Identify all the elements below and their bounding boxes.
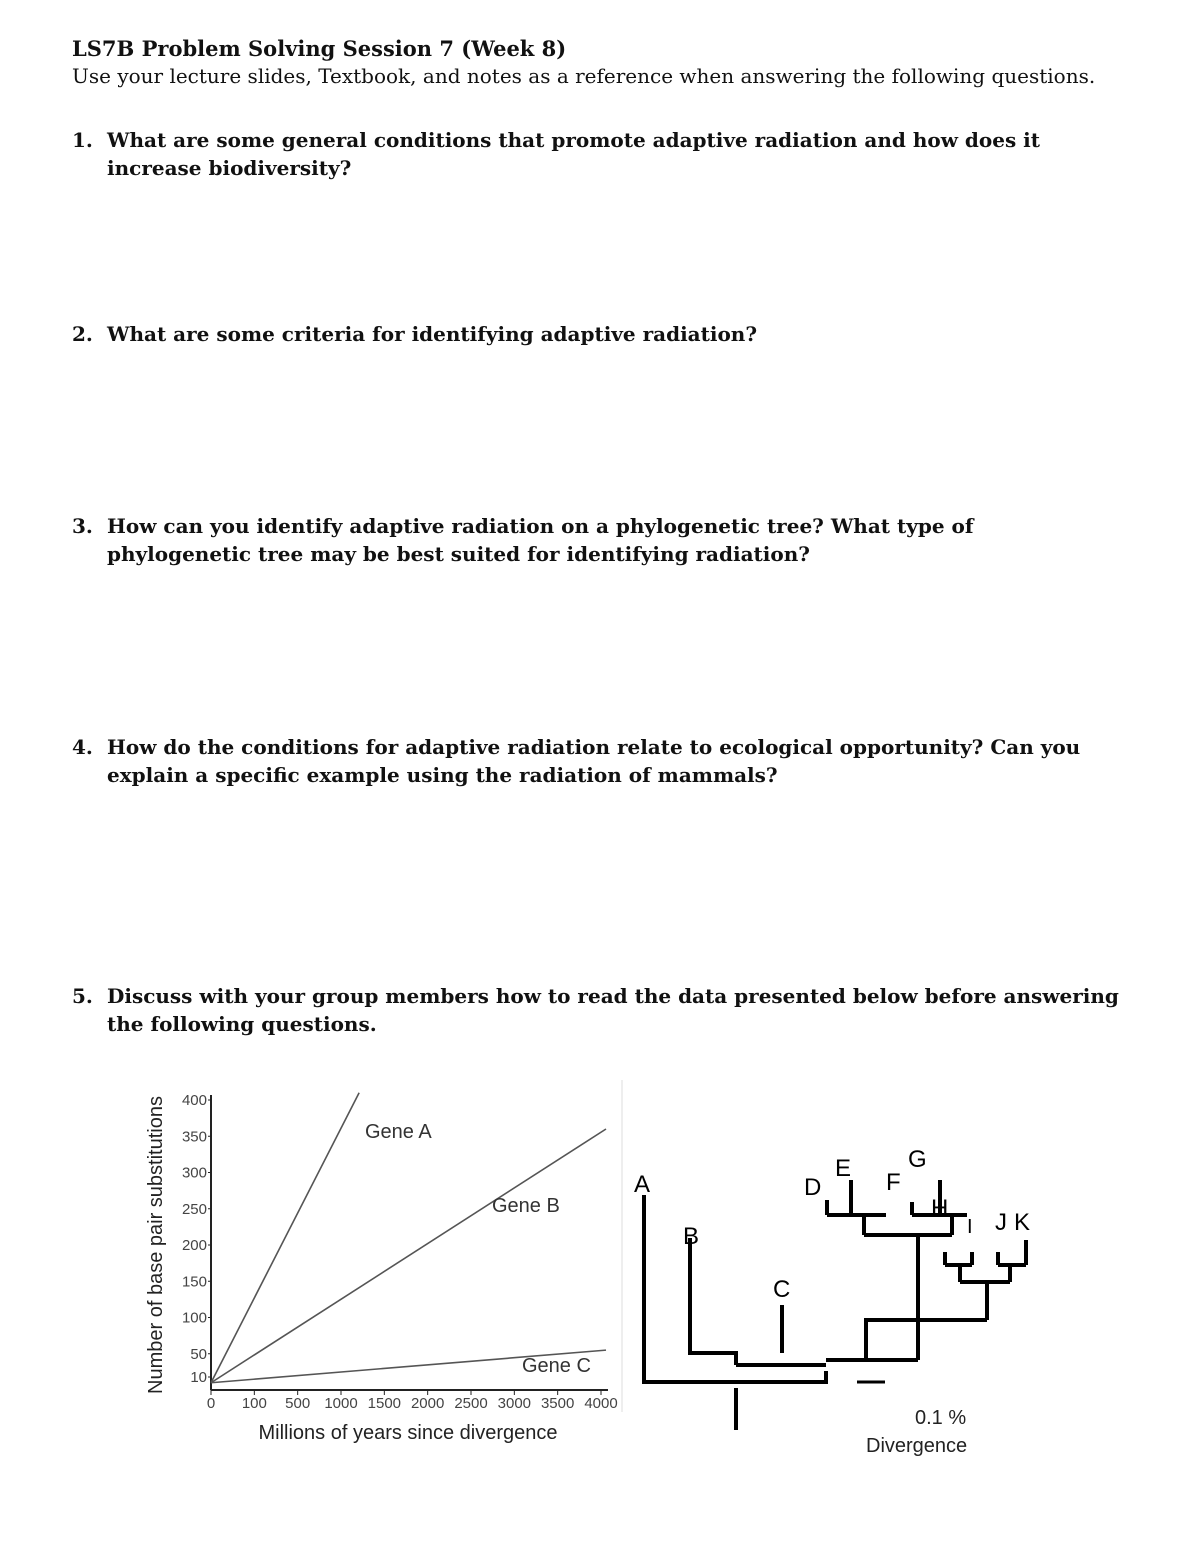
branch-j-k [998,1240,1026,1282]
taxon-label: B [683,1223,700,1250]
question-number: 1. [72,128,93,152]
branch-b [690,1238,736,1365]
question-text: What are some general conditions that promote adaptive radiation and how does it increase biodiversity? [107,128,1040,180]
question-number: 2. [72,322,93,346]
taxon-label: J [995,1209,1007,1236]
question-text: How can you identify adaptive radiation on a phylogenetic tree? What type of phylogenetic tree may be best suited for identifying radiation? [107,514,974,566]
question-text: Discuss with your group members how to read the data presented below before answering the following questions. [107,984,1119,1036]
y-tick-label: 100 [181,1309,207,1327]
series-label-gene-b: Gene B [492,1195,560,1217]
taxon-label: G [908,1146,927,1173]
y-tick-label: 10 [190,1369,207,1386]
x-tick-label: 1500 [367,1395,402,1412]
taxon-label: C [773,1276,791,1303]
y-tick-label: 200 [181,1237,207,1254]
question-5 [72,982,1122,1038]
taxon-label: I [967,1216,973,1238]
page-title: LS7B Problem Solving Session 7 (Week 8) [72,36,567,61]
taxon-label: D [804,1174,822,1201]
question-number: 5. [72,984,93,1008]
x-tick-label: 500 [285,1395,311,1412]
x-tick-label: 2000 [410,1395,445,1412]
instructions: Use your lecture slides, Textbook, and notes as a reference when answering the following questions. [72,64,1096,88]
taxon-label: H [931,1195,949,1222]
y-tick-label: 250 [181,1200,207,1218]
branch-d-e [827,1180,851,1215]
x-tick-label: 2500 [454,1395,488,1412]
x-tick-label: 100 [241,1395,267,1412]
y-tick-label: 150 [181,1273,207,1291]
branch-hi-jk [960,1282,1010,1320]
x-tick-label: 3500 [540,1395,575,1412]
y-tick-label: 400 [181,1092,207,1109]
question-3 [72,512,1122,568]
internal-branch [736,1360,918,1365]
branch-de [827,1215,886,1235]
branch-h-i [945,1252,972,1282]
question-4 [72,733,1122,789]
x-tick-label: 4000 [584,1395,618,1412]
x-tick-label: 3000 [497,1395,532,1412]
branch-hijk [866,1320,987,1360]
series-label-gene-c: Gene C [522,1355,591,1377]
series-line-gene-a [211,1093,359,1383]
scale-label: Divergence [866,1435,968,1457]
taxon-label: K [1014,1209,1031,1236]
taxon-label: A [634,1171,651,1198]
question-number: 3. [72,514,93,538]
scale-value: 0.1 % [915,1407,967,1429]
series-label-gene-a: Gene A [365,1121,432,1143]
question-1 [72,126,1122,182]
x-tick-label: 1000 [324,1395,358,1412]
taxon-label: F [886,1169,901,1196]
phylogenetic-tree [630,1140,1050,1470]
question-text: What are some criteria for identifying adaptive radiation? [107,322,758,346]
y-tick-label: 350 [181,1128,207,1146]
question-number: 4. [72,735,93,759]
question-2 [72,320,1122,348]
y-tick-label: 300 [181,1164,207,1182]
series-line-gene-b [211,1129,606,1383]
taxon-label: E [835,1155,852,1182]
x-tick-label: 0 [206,1395,216,1412]
y-axis-label: Number of base pair substitutions [145,1096,167,1394]
question-text: How do the conditions for adaptive radiation relate to ecological opportunity? Can you explain a specific example using the radiation of mammals? [107,735,1081,787]
substitution-chart [140,1050,630,1450]
y-tick-label: 50 [190,1345,207,1363]
x-axis-label: Millions of years since divergence [258,1422,558,1444]
